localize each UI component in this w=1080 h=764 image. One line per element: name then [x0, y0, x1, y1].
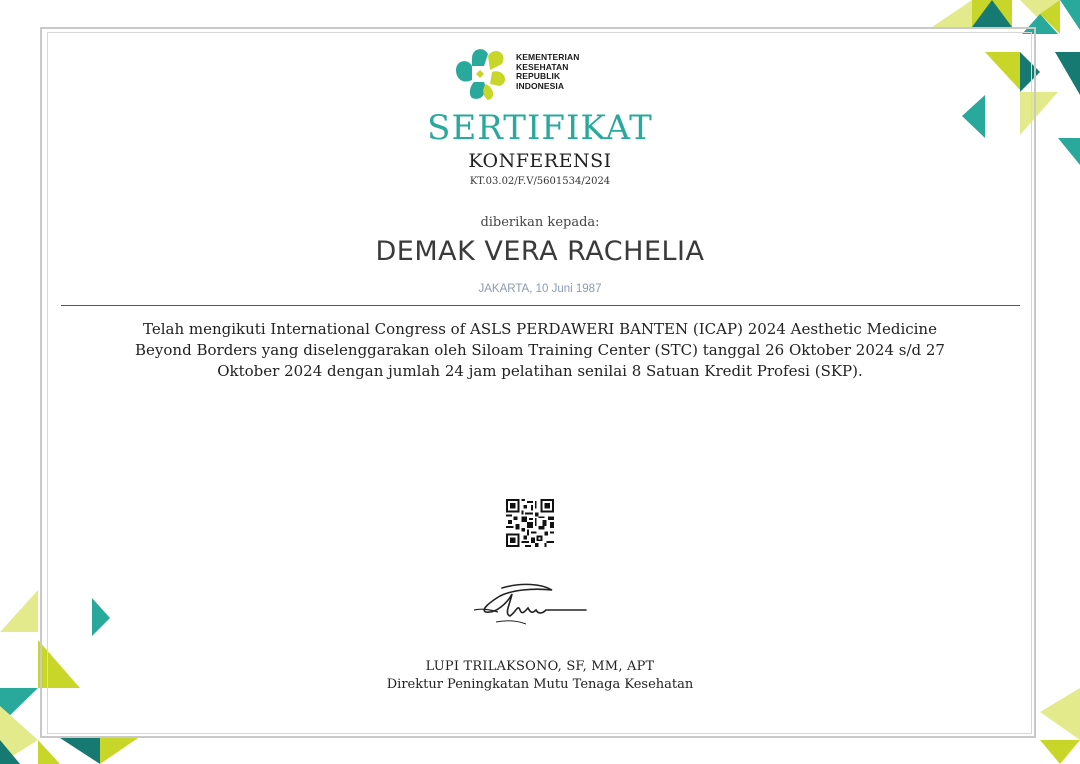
- signatory-name: LUPI TRILAKSONO, SF, MM, APT: [425, 659, 655, 674]
- body-line: Telah mengikuti International Congress of ASLS PERDAWERI BANTEN (ICAP) 2024 Aesthetic Medicine: [143, 320, 937, 338]
- organization-name: [516, 53, 579, 91]
- org-line: KEMENTERIAN: [516, 52, 580, 62]
- certificate-body: [110, 319, 970, 382]
- org-line: INDONESIA: [516, 80, 565, 91]
- kemenkes-logo-icon: [454, 44, 510, 102]
- recipient-name: DEMAK VERA RACHELIA: [375, 236, 705, 267]
- given-to-label: diberikan kepada:: [480, 215, 600, 230]
- body-line: Beyond Borders yang diselenggarakan oleh Siloam Training Center (STC) tanggal 26 Oktober 2024 s/d 27: [135, 341, 945, 359]
- certificate-title: SERTIFIKAT: [427, 108, 653, 148]
- birth-info: JAKARTA, 10 Juni 1987: [478, 283, 602, 295]
- org-line: REPUBLIK: [516, 71, 561, 81]
- org-line: KESEHATAN: [516, 61, 569, 72]
- divider: [61, 305, 1020, 306]
- certificate-subtitle: KONFERENSI: [468, 150, 612, 172]
- body-line: Oktober 2024 dengan jumlah 24 jam pelatihan senilai 8 Satuan Kredit Profesi (SKP).: [217, 362, 863, 380]
- signatory-position: Direktur Peningkatan Mutu Tenaga Kesehatan: [386, 677, 694, 692]
- certificate-number: KT.03.02/F.V/5601534/2024: [469, 176, 611, 187]
- qr-code-icon: [506, 499, 554, 547]
- signature-icon: [472, 580, 592, 630]
